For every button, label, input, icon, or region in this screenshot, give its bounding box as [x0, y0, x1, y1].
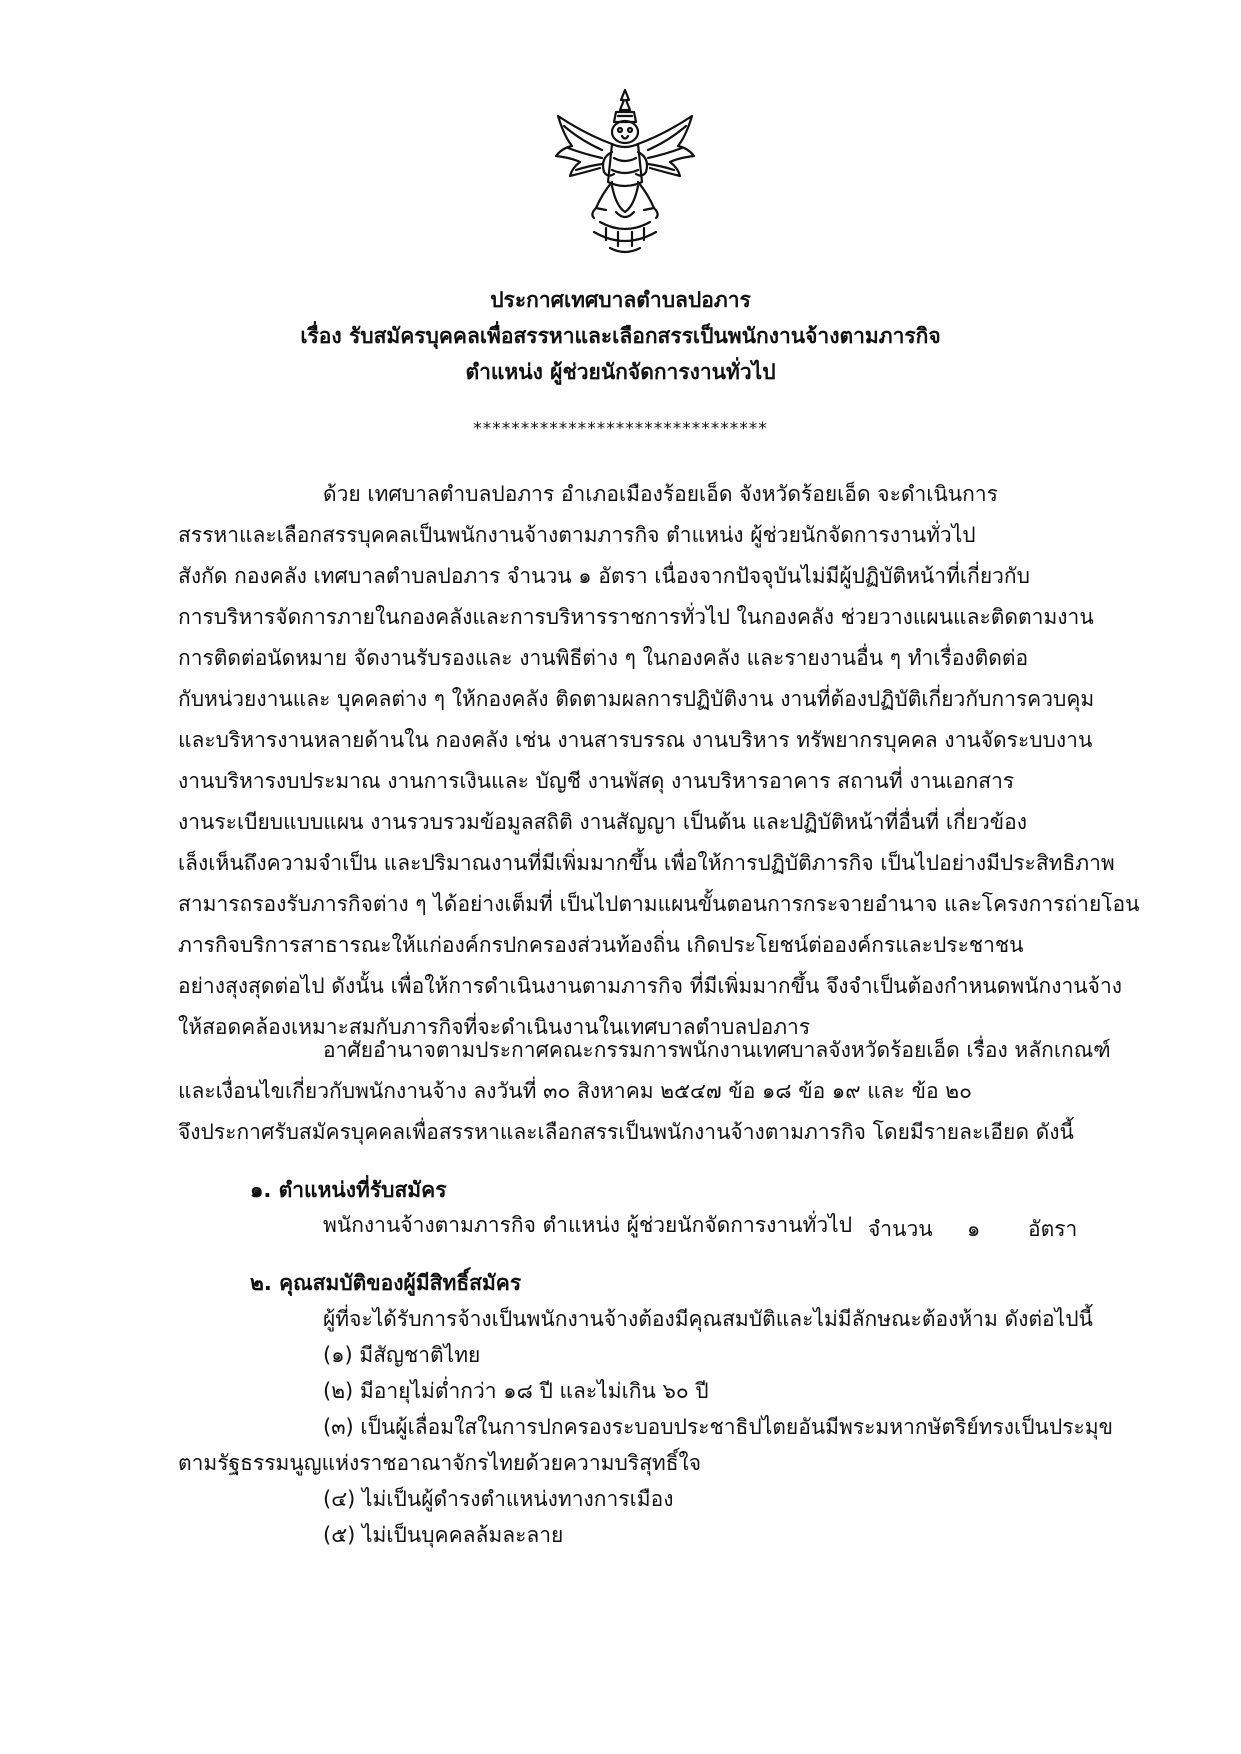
intro-line: ให้สอดคล้องเหมาะสมกับภารกิจที่จะดำเนินงานในเทศบาลตำบลปอภาร	[178, 1015, 811, 1039]
intro-line: ภารกิจบริการสาธารณะให้แก่องค์กรปกครองส่วนท้องถิ่น เกิดประโยชน์ต่อองค์กรและประชาชน	[178, 933, 1024, 957]
intro-line: ด้วย เทศบาลตำบลปอภาร อำเภอเมืองร้อยเอ็ด จังหวัดร้อยเอ็ด จะดำเนินการ	[323, 482, 998, 506]
title-separator: *******************************	[473, 419, 768, 439]
intro-line: สรรหาและเลือกสรรบุคคลเป็นพนักงานจ้างตามภารกิจ ตำแหน่ง ผู้ช่วยนักจัดการงานทั่วไป	[178, 523, 976, 547]
qualification-item: (๑) มีสัญชาติไทย	[323, 1343, 481, 1367]
intro-line: การบริหารจัดการภายในกองคลังและการบริหารราชการทั่วไป ในกองคลัง ช่วยวางแผนและติดตามงาน	[178, 605, 1094, 629]
authority-line: อาศัยอำนาจตามประกาศคณะกรรมการพนักงานเทศบาลจังหวัดร้อยเอ็ด เรื่อง หลักเกณฑ์	[323, 1038, 1111, 1062]
intro-line: กับหน่วยงานและ บุคคลต่าง ๆ ให้กองคลัง ติดตามผลการปฏิบัติงาน งานที่ต้องปฏิบัติเกี่ยวกับการควบคุม	[178, 687, 1095, 711]
section-1-position-text: พนักงานจ้างตามภารกิจ ตำแหน่ง ผู้ช่วยนักจัดการงานทั่วไป	[323, 1213, 853, 1237]
announcement-subject: เรื่อง รับสมัครบุคคลเพื่อสรรหาและเลือกสรรเป็นพนักงานจ้างตามภารกิจ	[300, 324, 941, 348]
section-1-count-unit: อัตรา	[1028, 1217, 1078, 1241]
qualification-item: (๔) ไม่เป็นผู้ดำรงตำแหน่งทางการเมือง	[323, 1487, 674, 1511]
intro-line: งานบริหารงบประมาณ งานการเงินและ บัญชี งานพัสดุ งานบริหารอาคาร สถานที่ งานเอกสาร	[178, 769, 1015, 793]
intro-line: การติดต่อนัดหมาย จัดงานรับรองและ งานพิธีต่าง ๆ ในกองคลัง และรายงานอื่น ๆ ทำเรื่องติดต่อ	[178, 646, 1029, 670]
intro-line: สามารถรองรับภารกิจต่าง ๆ ได้อย่างเต็มที่ เป็นไปตามแผนขั้นตอนการกระจายอำนาจ และโครงการถ่ายโอน	[178, 892, 1140, 916]
intro-line: งานระเบียบแบบแผน งานรวบรวมข้อมูลสถิติ งานสัญญา เป็นต้น และปฏิบัติหน้าที่อื่นที่ เกี่ยวข้อง	[178, 810, 1028, 834]
announcement-title: ประกาศเทศบาลตำบลปอภาร	[490, 288, 751, 312]
qualification-item: (๓) เป็นผู้เลื่อมใสในการปกครองระบอบประชาธิปไตยอันมีพระมหากษัตริย์ทรงเป็นประมุข	[323, 1415, 1114, 1439]
section-1-count-label: จำนวน	[868, 1217, 933, 1241]
announcement-position: ตำแหน่ง ผู้ช่วยนักจัดการงานทั่วไป	[465, 360, 776, 384]
garuda-emblem-icon	[550, 86, 700, 256]
authority-line: จึงประกาศรับสมัครบุคคลเพื่อสรรหาและเลือกสรรเป็นพนักงานจ้างตามภารกิจ โดยมีรายละเอียด ดังนี้	[178, 1120, 1074, 1144]
intro-line: อย่างสุงสุดต่อไป ดังนั้น เพื่อให้การดำเนินงานตามภารกิจ ที่มีเพิ่มมากขึ้น จึงจำเป็นต้องกำหนดพนักงานจ้าง	[178, 974, 1123, 998]
section-2-heading: ๒. คุณสมบัติของผู้มีสิทธิ์สมัคร	[250, 1271, 522, 1295]
section-1-count-value: ๑	[967, 1217, 981, 1241]
intro-line: เล็งเห็นถึงความจำเป็น และปริมาณงานที่มีเพิ่มมากขึ้น เพื่อให้การปฏิบัติภารกิจ เป็นไปอย่างมีประสิทธิภาพ	[178, 851, 1115, 875]
authority-line: และเงื่อนไขเกี่ยวกับพนักงานจ้าง ลงวันที่ ๓๐ สิงหาคม ๒๕๔๗ ข้อ ๑๘ ข้อ ๑๙ และ ข้อ ๒๐	[178, 1079, 972, 1103]
authority-paragraph	[178, 1030, 1111, 1153]
intro-paragraph	[178, 474, 1140, 1048]
section-1-heading: ๑. ตำแหน่งที่รับสมัคร	[250, 1178, 447, 1202]
intro-line: และบริหารงานหลายด้านใน กองคลัง เช่น งานสารบรรณ งานบริหาร ทรัพยากรบุคคล งานจัดระบบงาน	[178, 728, 1093, 752]
qualification-item: (๕) ไม่เป็นบุคคลล้มละลาย	[323, 1523, 564, 1547]
intro-line: สังกัด กองคลัง เทศบาลตำบลปอภาร จำนวน ๑ อัตรา เนื่องจากปัจจุบันไม่มีผู้ปฏิบัติหน้าที่เกี่ยวกับ	[178, 564, 1030, 588]
qualification-item: (๒) มีอายุไม่ต่ำกว่า ๑๘ ปี และไม่เกิน ๖๐ ปี	[323, 1379, 709, 1403]
qualification-item-continued: ตามรัฐธรรมนูญแห่งราชอาณาจักรไทยด้วยความบริสุทธิ์ใจ	[178, 1451, 702, 1475]
section-2-lead: ผู้ที่จะได้รับการจ้างเป็นพนักงานจ้างต้องมีคุณสมบัติและไม่มีลักษณะต้องห้าม ดังต่อไปนี้	[323, 1307, 1093, 1331]
